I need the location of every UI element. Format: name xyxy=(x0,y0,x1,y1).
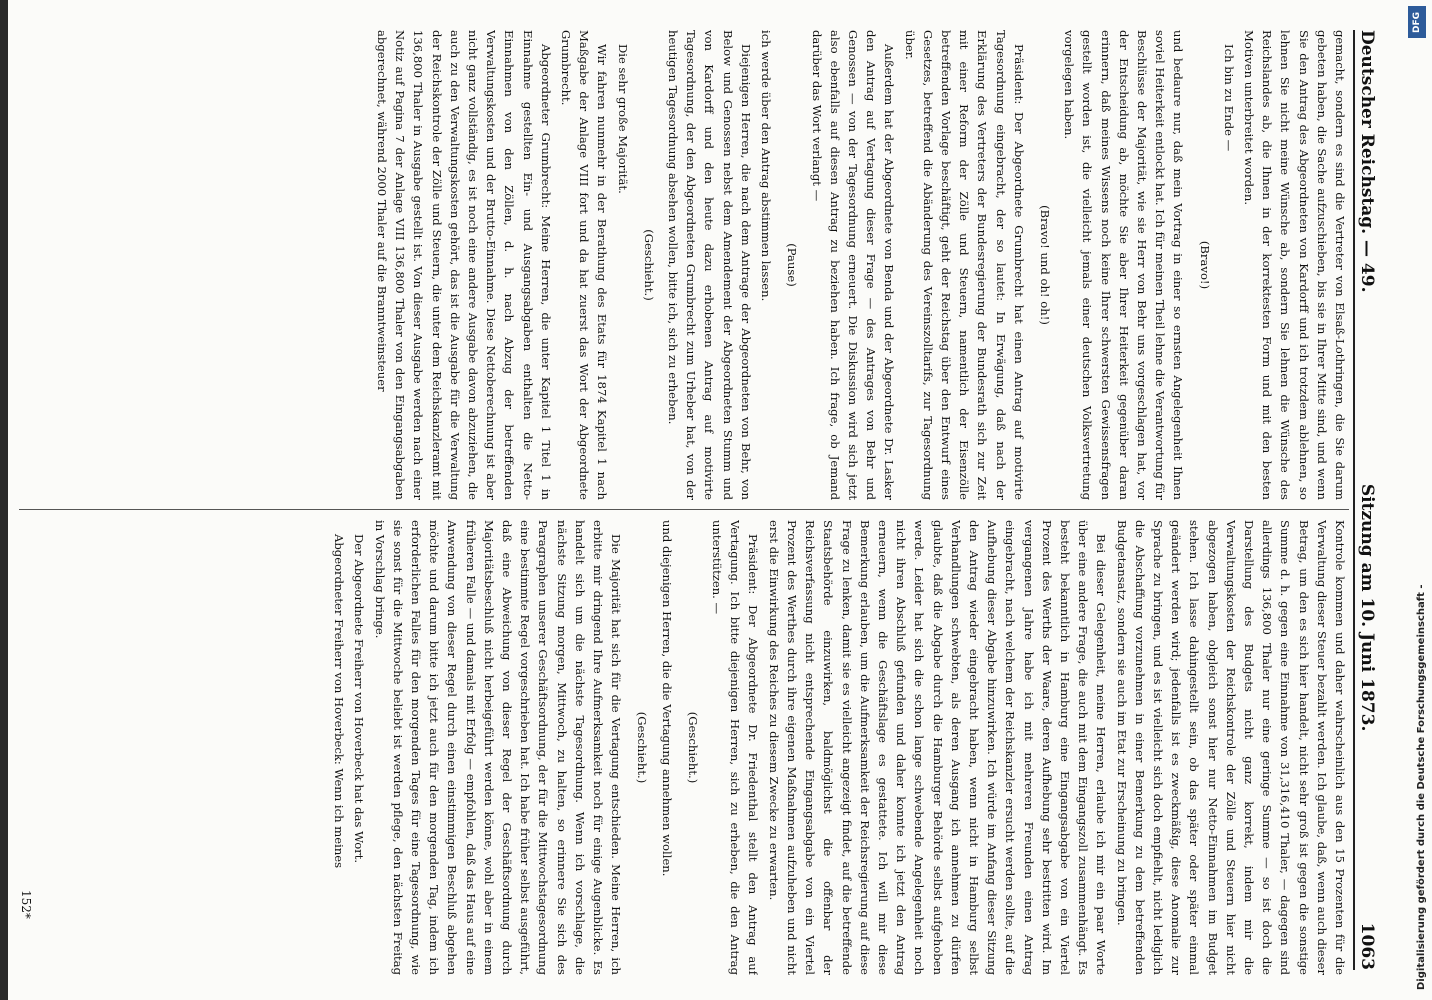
paragraph: Kontrole kommen und daher wahrscheinlich aus den 15 Prozenten für die Verwaltung dieser Steuer bezahlt werden. Ich glaube, daß, wenn auch dieser Betrag, um den es sich hier handelt, nicht sehr groß ist gegen die sonstige Summe d. h. gegen eine Einnahme von 31,316,410 Thaler, — dagegen sind allerdings 136,800 Thaler nur eine geringe Summe — so ist doch die Darstellung des Budgets nicht ganz korrekt, indem mir die Verwaltungskosten der Reichskontrole der Zölle und Steuern hier nicht abgezogen haben, obgleich sonst hier nur Netto-Einnahmen im Budget stehen. Ich lasse dahingestellt sein, ob das später oder später einmal geändert werden wird; jedenfalls ist es zweckmäßig, diese Anomalie zur Sprache zu bringen, und es ist vielleicht sich doch empfiehlt, nicht lediglich die Abschaffung vorzunehmen in einer Bemerkung zu dem betreffenden Budgetansatz, sondern sie auch im Etat zur Erscheinung zu bringen. xyxy=(1114,520,1347,975)
stage-direction: (Geschieht.) xyxy=(641,229,656,301)
stage-direction: (Bravo!) xyxy=(1197,240,1212,290)
stage-direction: (Pause) xyxy=(785,243,800,287)
paragraph: Abgeordneter Freiherr von Hoverbeck: Wenn ich meines xyxy=(332,534,347,869)
paragraph: Außerdem hat der Abgeordnete von Benda und der Abgeordnete Dr. Lasker den Antrag auf Vertagung dieser Frage — des Antrages von Behr und Genossen — von der Tagesordnung erneuert. Die Diskussion wird sich jetzt also ebenfalls auf diesen Antrag zu beziehen haben. Ich frage, ob Jemand darüber das Wort verlangt — xyxy=(809,30,897,500)
paragraph: Präsident: Der Abgeordnete Grumbrecht hat einen Antrag auf motivirte Tagesordnung eingebracht, der so lautet: In Erwägung, daß nach der Erklärung des Vertreters der Bundesregierung der Bundesrath sich zur Zeit mit einer Reform der Zölle und Steuern, namentlich der Eisenzölle betreffenden Vorlage beschäftigt, geht der Reichstag über den Entwurf eines Gesetzes, betreffend die Abänderung des Vereinszolltarifs, zur Tagesordnung über. xyxy=(902,30,1026,500)
paragraph: Abgeordneter Grumbrecht: Meine Herren, die unter Kapitel 1 Titel 1 in Einnahme gestellten Ein- und Ausgangsabgaben enthalten die Netto-Einnahmen von den Zöllen, d. h. nach Abzug der betreffenden Verwaltungskosten und der Brutto-Einnahme. Diese Nettoberechnung ist aber nicht ganz vollständig, es ist noch eine andere Ausgabe davon abzuziehen, die auch zu den Verwaltungskosten gehört, das ist die Ausgabe für die Verwaltung der Reichskontrole der Zölle und Steuern, die unter dem Reichskanzleramt mit 136,800 Thaler in Ausgabe gestellt ist. Von dieser Ausgabe werden nach einer Notiz auf Pagina 7 der Anlage VIII 136,800 Thaler von den Eingangsabgaben abgerechnet, während 2000 Thaler auf die Branntweinsteuer xyxy=(375,30,553,500)
paragraph: Wir fahren nunmehr in der Berathung des Etats für 1874 Kapitel 1 nach Maßgabe der Anlage VIII fort und da hat zuerst das Wort der Abgeordnete Grumbrecht. xyxy=(559,30,610,500)
dfg-banner: Digitalisierung gefördert durch die Deutsche Forschungsgemeinschaft - xyxy=(1416,584,1427,990)
paragraph: Der Abgeordnete Freiherr von Hoverbeck hat das Wort. xyxy=(352,534,367,864)
paragraph: Präsident: Der Abgeordnete Dr. Friedenthal stellt den Antrag auf Vertagung. Ich bitte diejenigen Herren, sich zu erheben, die den Antrag unterstützen. — xyxy=(710,520,761,975)
paragraph: Die sehr große Majorität. xyxy=(615,44,630,194)
paragraph: und bedaure nur, daß mein Vortrag in einer so ernsten Angelegenheit Ihnen soviel Heiterkeit entlockt hat. Ich für meinen Theil lehne die Verantwortung für Beschlüsse der Majorität, wie sie Herr von Behr uns vorgeschlagen hat, vor der Entscheidung ab, möchte Sie aber Ihrer Heiterkeit gegenüber daran erinnern, daß meines Wissens noch keine Ihrer schwersten Gewissensfragen gestellt worden ist, die vielleicht jemals einer deutschen Volksvertretung vorgelegen haben. xyxy=(1062,30,1186,500)
stage-direction: (Geschieht.) xyxy=(635,711,650,784)
left-column xyxy=(4,30,1349,500)
right-column xyxy=(4,520,1349,975)
dfg-logo: DFG xyxy=(1408,6,1426,38)
footer-mark: 152* xyxy=(19,890,33,919)
paragraph: Ich bin zu Ende — xyxy=(1221,44,1236,152)
paragraph: und diejenigen Herren, die die Vertagung annehmen wollen. xyxy=(659,520,674,877)
page-header xyxy=(1353,30,1391,970)
header-left: Deutscher Reichstag. — 49. xyxy=(1357,30,1377,293)
stage-direction: (Geschieht.) xyxy=(685,711,700,784)
stage-direction: (Bravo! und oh! oh!) xyxy=(1037,205,1052,325)
page-number: 1063 xyxy=(1357,922,1377,970)
paragraph: Die Majorität hat sich für die Vertagung entschieden. Meine Herren, ich erbitte mir dringend Ihre Aufmerksamkeit noch für einige Augenblicke. Es handelt sich um die nächste Tagesordnung. Wenn ich vorschlage, die nächste Sitzung morgen, Mittwoch, zu halten, so erinnere Sie sich des Paragraphen unserer Geschäftsordnung, der für die Mittwochstagesordnung eine bestimmte Regel vorgeschrieben hat. Ich habe früher selbst ausgeführt, daß eine Abweichung von dieser Regel der Geschäftsordnung durch Majoritätsbeschluß nicht herbeigeführt werden könne, wohl aber in einem früheren Falle — und damals mit Erfolg — empfohlen, daß das Haus auf eine Anwendung von dieser Regel durch einen einstimmigen Beschluß abgehen möchte und darum bitte ich jetzt auch für den morgenden Tag, indem ich erforderlichen Falles für den morgenden Tages für eine Tagesordnung, wie sie sonst für die Mittwoche beliebt ist werden pflege, den nächsten Freitag in Vorschlag bringe. xyxy=(372,520,624,975)
paragraph: Diejenigen Herren, die nach dem Antrage der Abgeordneten von Behr, von Below und Genossen nebst dem Amendement der Abgeordneten Stumm und von Kardorff und den heute dazu erhobenen Antrag auf motivirte Tagesordnung, der den Abgeordneten Grumbrecht zum Urheber hat, von der heutigen Tagesordnung absehen wollen, bitte ich, sich zu erheben. xyxy=(666,30,753,500)
column-divider xyxy=(19,509,1349,510)
paragraph: ich werde über den Antrag abstimmen lassen. xyxy=(759,30,774,302)
paragraph: Bei dieser Gelegenheit, meine Herren, erlaube ich mir ein paar Worte über eine andere Frage, die auch mit dem Eingangszoll zusammenhängt. Es besteht bekanntlich in Hamburg eine Eingangsabgabe von ein Viertel Prozent des Werths der Waare, deren Aufhebung sehr bestritten wird. Im vergangenen Jahre habe ich mit mehreren Freunden einen Antrag eingebracht, nach welchem der Reichskanzler ersucht werden sollte, auf die Aufhebung dieser Abgabe hinzuwirken. Ich würde im Anfang dieser Sitzung den Antrag wieder eingebracht haben, wenn nicht in Hamburg selbst Verhandlungen schwebten, als deren Ausgang ich annehmen zu dürfen glaubte, daß die Abgabe durch die Hamburger Behörde selbst aufgehoben werde. Leider hat sich die schon lange schwebende Angelegenheit noch nicht ihren Abschluß gefunden und daher konnte ich jetzt den Antrag erneuern, wenn die Geschäftslage es gestattete. Ich will mir diese Bemerkung erlauben, um die Aufmerksamkeit der Reichsregierung auf diese Frage zu lenken, damit sie es vielleicht angezeigt findet, auf die betreffende Staatsbehörde einzuwirken, baldmöglichst die offenbar der Reichsverfassung nicht entsprechende Eingangsabgabe von ein Viertel Prozent des Werthes durch ihre eigenen Maßnahmen aufzuheben und nicht erst die Einwirkung des Reiches zu diesem Zwecke zu erwarten. xyxy=(766,520,1109,975)
header-title: Sitzung am 10. Juni 1873. xyxy=(1357,483,1377,732)
paragraph: gemacht, sondern es sind die Vertreter von Elsaß-Lothringen, die Sie darum gebeten haben, die Sache aufzuschieben, bis sie in Ihrer Mitte sind, und wenn Sie den Antrag des Abgeordneten von Kardorff und ich trotzdem ablehnen, so lehnen Sie nicht meine Wünsche ab, sondern Sie lehnen die Wünsche des Reichslandes ab, die Ihnen in der korrektesten Form und mit den besten Motiven unterbreitet worden. xyxy=(1241,30,1347,500)
